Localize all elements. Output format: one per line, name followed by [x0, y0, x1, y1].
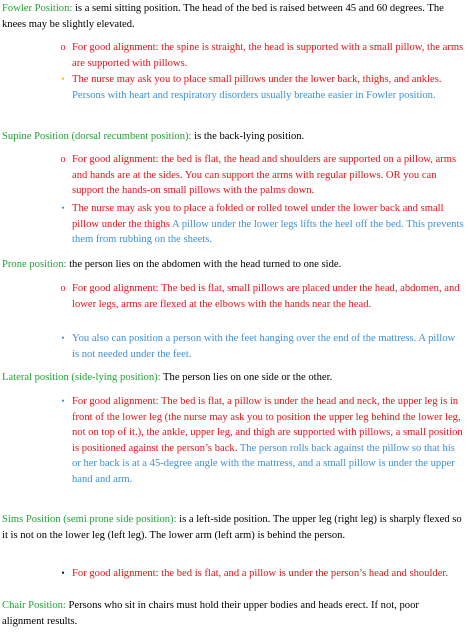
- supine-heading: Supine Position (dorsal recumbent position):: [2, 131, 192, 142]
- dot-bullet-icon: •: [61, 333, 65, 343]
- dot-bullet-icon: •: [61, 74, 65, 84]
- sims-text: is a left-side position. The upper leg (right leg) is sharply flexed so it is not on the lower leg (left leg). The lower arm (left arm) is behind the person.: [2, 514, 462, 541]
- fowler-note-text: Persons with heart and respiratory disorders usually breathe easier in Fowler position.: [72, 89, 436, 101]
- lateral-alignment-text: For good alignment: The bed is flat, a pillow is under the head and neck, the upper leg is in front of the lower leg (the nurse may ask you to position the upper leg behind the lower leg, not on top of it.), the ankle, upper leg, and thigh are supported with pillows, a small position is positioned against the person’s back.: [72, 396, 463, 454]
- supine-paragraph: [2, 129, 462, 145]
- dot-bullet-icon: •: [61, 396, 65, 406]
- circle-bullet-icon: o: [60, 42, 66, 53]
- fowler-heading: Fowler Position:: [2, 3, 73, 14]
- lateral-note-text: The person rolls back against the pillow so that his or her back is at a 45-degree angle with the mattress, and a small pillow is under the upper hand and arm.: [72, 442, 455, 485]
- sims-paragraph: [2, 512, 462, 543]
- dot-bullet-icon: •: [61, 203, 65, 213]
- lateral-heading: Lateral position (side-lying position):: [2, 372, 161, 383]
- fowler-text: is a semi sitting position. The head of the bed is raised between 45 and 60 degrees. The knees may be slightly elevated.: [2, 3, 444, 30]
- fowler-nurse-text: The nurse may ask you to place small pillows under the lower back, thighs, and ankles.: [72, 74, 442, 85]
- lateral-alignment-item: [72, 394, 464, 487]
- supine-note-text: A pillow under the lower legs lifts the heel off the bed. This prevents them from rubbing on the sheets.: [72, 218, 464, 245]
- fowler-alignment-item: For good alignment: the spine is straight, the head is supported with a small pillow, the arms are supported with pillows.: [72, 42, 464, 69]
- prone-text: the person lies on the abdomen with the head turned to one side.: [66, 259, 342, 270]
- prone-note-item: You also can position a person with the feet hanging over the end of the mattress. A pillow is not needed under the feet.: [72, 333, 456, 360]
- chair-text: Persons who sit in chairs must hold their upper bodies and heads erect. If not, poor alignment results.: [2, 600, 419, 627]
- sims-alignment-item: For good alignment: the bed is flat, and a pillow is under the person’s head and shoulder.: [72, 568, 449, 579]
- supine-nurse-text: The nurse may ask you to place a folded or rolled towel under the lower back and small pillow under the thighs: [72, 203, 444, 230]
- chair-paragraph: [2, 598, 462, 629]
- fowler-paragraph: [2, 1, 462, 32]
- circle-bullet-icon: o: [60, 283, 66, 294]
- sims-heading: Sims Position (semi prone side position):: [2, 514, 177, 525]
- prone-alignment-item: For good alignment: The bed is flat, small pillows are placed under the head, abdomen, and lower legs, arms are flexed at the elbows with the hands near the head.: [72, 283, 460, 310]
- supine-nurse-item: [72, 201, 464, 248]
- lateral-paragraph: [2, 370, 462, 386]
- lateral-text: The person lies on one side or the other.: [160, 372, 333, 383]
- chair-heading: Chair Position:: [2, 600, 66, 611]
- supine-alignment-item: For good alignment: the bed is flat, the head and shoulders are supported on a pillow, arms and hands are at the sides. You can support the arms with regular pillows. OR you can support the hands-on small pillows with the palms down.: [72, 154, 457, 196]
- fowler-nurse-item: [72, 72, 464, 103]
- circle-bullet-icon: o: [60, 154, 66, 165]
- supine-text: is the back-lying position.: [191, 131, 305, 142]
- prone-paragraph: [2, 257, 462, 273]
- dot-bullet-icon: •: [61, 568, 65, 578]
- prone-heading: Prone position:: [2, 259, 67, 270]
